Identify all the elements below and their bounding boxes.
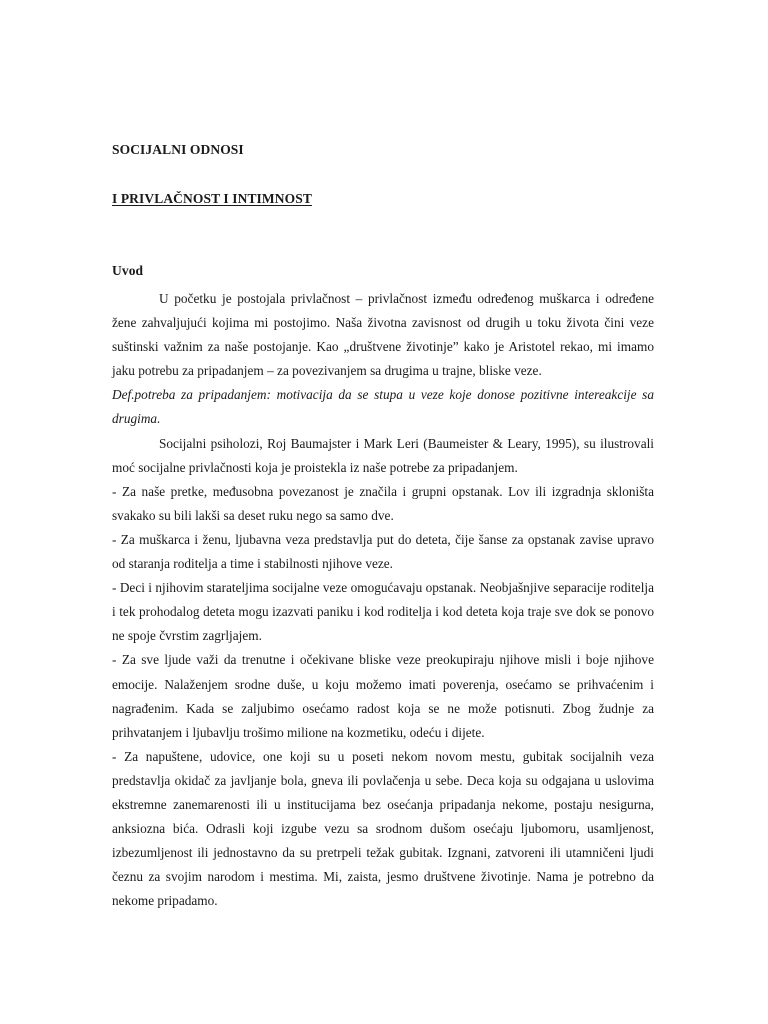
document-subtitle: I PRIVLAČNOST I INTIMNOST — [112, 191, 312, 206]
section-title: Uvod — [112, 263, 144, 278]
paragraph-all-people: - Za sve ljude važi da trenutne i očekivane bliske veze preokupiraju njihove misli i boje njihove emocije. Nalaženjem srodne duše, u koju možemo imati poverenja, osećamo se prihvaćenim i nagrađenim. Kada se zaljubimo osećamo radost koja se ne može potisnuti. Zbog žudnje za prihvatanjem i ljubavlju trošimo milione na kozmetiku, odeću i dijete. — [112, 652, 654, 740]
paragraph-couple: - Za muškarca i ženu, ljubavna veza predstavlja put do deteta, čije šanse za opstanak zavise upravo od staranja roditelja a time i stabilnosti njihove veze. — [112, 531, 654, 572]
paragraph-loss: - Za napuštene, udovice, one koji su u poseti nekom novom mestu, gubitak socijalnih veza predstavlja okidač za javljanje bola, gneva ili povlačenja u sebe. Deca koja su odgajana u uslovima ekstremne zanemarenosti ili u institucijama bez osećanja pripadanja nekome, postaju nesigurna, anksiozna bića. Odrasli koji izgube vezu sa srodnom dušom osećaju ljubomoru, usamljenost, izbezumljenost ili jednostavno da su pretrpeli težak gubitak. Izgnani, zatvoreni ili utamničeni ljudi čeznu za svojim narodom i mestima. Mi, zaista, jesmo društvene životinje. Nama je potrebno da nekome pripadamo. — [112, 748, 654, 909]
paragraph-definition: Def.potreba za pripadanjem: motivacija da se stupa u veze koje donose pozitivne intereakcije sa drugima. — [112, 387, 654, 427]
paragraph-baumeister: Socijalni psiholozi, Roj Baumajster i Mark Leri (Baumeister & Leary, 1995), su ilustrovali moć socijalne privlačnosti koja je proistekla iz naše potrebe za pripadanjem. — [112, 435, 654, 475]
paragraph-ancestors: - Za naše pretke, međusobna povezanost je značila i grupni opstanak. Lov ili izgradnja skloništa svakako su bili lakši sa deset ruku nego sa samo dve. — [112, 483, 654, 523]
paragraph-intro: U početku je postojala privlačnost – privlačnost između određenog muškarca i određene žene zahvaljujući kojima mi postojimo. Naša životna zavisnost od drugih u toku života čini veze suštinski važnim za naše postojanje. Kao „društvene životinje” kako je Aristotel rekao, mi imamo jaku potrebu za pripadanjem – za povezivanjem sa drugima u trajne, bliske veze. — [112, 291, 654, 379]
document-title: SOCIJALNI ODNOSI — [112, 142, 244, 157]
paragraph-children: - Deci i njihovim starateljima socijalne veze omogućavaju opstanak. Neobjašnjive separacije roditelja i tek prohodalog deteta mogu izazvati paniku i kod roditelja i kod deteta koja traje sve dok se ponovo ne spoje čvrstim zagrljajem. — [112, 580, 654, 644]
document-body — [112, 287, 654, 913]
